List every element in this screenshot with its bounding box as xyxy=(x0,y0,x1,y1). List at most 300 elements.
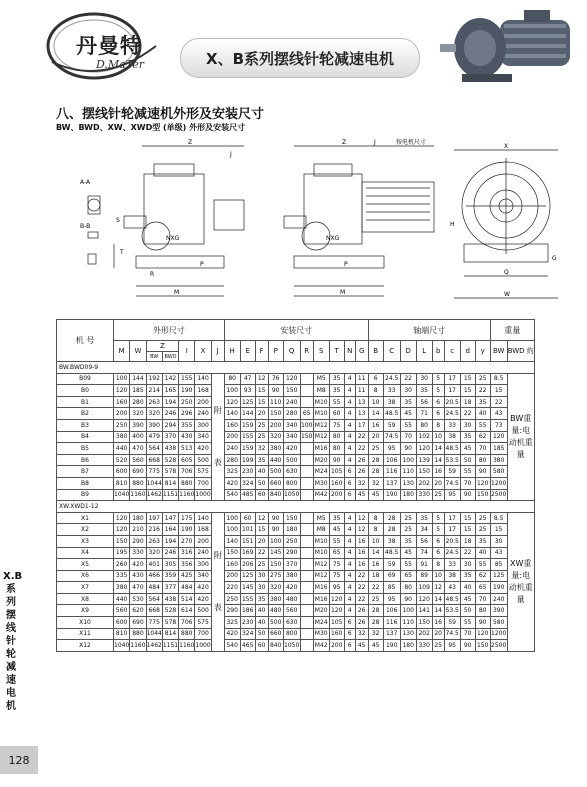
table-cell: 56 xyxy=(416,535,432,547)
table-cell: 1151 xyxy=(162,640,178,652)
table-cell: 280 xyxy=(130,396,146,408)
table-cell: M20 xyxy=(313,454,329,466)
table-cell: 880 xyxy=(130,477,146,489)
table-cell: 26 xyxy=(355,617,368,629)
table-cell: 80 xyxy=(329,431,344,443)
table-cell: 185 xyxy=(130,385,146,397)
table-cell: 564 xyxy=(146,593,162,605)
table-cell: 240 xyxy=(490,593,507,605)
table-cell: 250 xyxy=(179,396,195,408)
table-cell: 164 xyxy=(162,524,178,536)
table-cell: 4 xyxy=(344,559,355,571)
table-cell: 200 xyxy=(195,396,211,408)
table-cell: 13 xyxy=(355,408,368,420)
table-cell: 190 xyxy=(179,385,195,397)
table-cell xyxy=(300,373,313,385)
table-cell: 16 xyxy=(355,559,368,571)
table-cell: 150 xyxy=(224,547,240,559)
table-cell: 230 xyxy=(240,617,255,629)
table-cell: 190 xyxy=(383,489,400,501)
table-row xyxy=(57,477,535,489)
table-cell: 16 xyxy=(355,535,368,547)
table-cell: 1044 xyxy=(146,477,162,489)
table-cell: 70 xyxy=(460,628,475,640)
table-cell xyxy=(300,512,313,524)
table-cell: 90 xyxy=(400,443,416,455)
table-cell: 814 xyxy=(162,628,178,640)
table-cell: 140 xyxy=(195,512,211,524)
table-cell: 38 xyxy=(444,570,460,582)
table-cell xyxy=(300,396,313,408)
table-row xyxy=(57,524,535,536)
table-group-row xyxy=(57,362,535,374)
table-cell: 22 xyxy=(460,547,475,559)
table-cell: 775 xyxy=(146,617,162,629)
table-cell: 28 xyxy=(383,512,400,524)
drawing-bwd-side xyxy=(284,146,434,296)
table-cell: 18 xyxy=(368,570,383,582)
table-cell: 15 xyxy=(255,396,268,408)
table-cell: 65 xyxy=(300,408,313,420)
table-cell: 15 xyxy=(255,385,268,397)
table-cell: 35 xyxy=(460,431,475,443)
table-cell: 80 xyxy=(329,443,344,455)
table-cell: 17 xyxy=(444,524,460,536)
table-cell: 10 xyxy=(432,431,444,443)
table-cell: 240 xyxy=(195,408,211,420)
table-cell: 25 xyxy=(400,512,416,524)
table-cell: 12 xyxy=(432,582,444,594)
table-cell: 28 xyxy=(368,617,383,629)
table-cell: 35 xyxy=(329,385,344,397)
table-cell: 125 xyxy=(490,570,507,582)
table-cell: 20 xyxy=(255,535,268,547)
table-cell: 880 xyxy=(179,477,195,489)
dimension-drawings xyxy=(54,136,580,316)
table-cell: 250 xyxy=(114,419,130,431)
table-cell: 22 xyxy=(400,373,416,385)
table-cell: 55 xyxy=(460,466,475,478)
table-cell: 210 xyxy=(130,524,146,536)
table-cell: 320 xyxy=(130,408,146,420)
table-cell: 370 xyxy=(162,431,178,443)
label-j: J xyxy=(230,151,232,158)
table-cell: 95 xyxy=(444,489,460,501)
table-cell: M12 xyxy=(313,419,329,431)
table-cell: 1160 xyxy=(179,640,195,652)
table-cell: 140 xyxy=(195,373,211,385)
table-cell: 430 xyxy=(130,570,146,582)
table-cell: 47 xyxy=(240,373,255,385)
table-cell: 22 xyxy=(355,431,368,443)
table-cell: 190 xyxy=(179,524,195,536)
table-cell: 35 xyxy=(416,385,432,397)
table-cell: B xyxy=(368,341,383,362)
table-row xyxy=(57,559,535,571)
label-w: W xyxy=(504,291,510,298)
table-cell: 45 xyxy=(368,489,383,501)
table-cell: 246 xyxy=(162,408,178,420)
table-cell: 55 xyxy=(460,617,475,629)
table-cell: 775 xyxy=(146,466,162,478)
table-cell: 155 xyxy=(240,431,255,443)
table-cell: 120 xyxy=(224,396,240,408)
table-cell: 70 xyxy=(475,593,490,605)
table-cell: 440 xyxy=(268,454,283,466)
spec-table-body xyxy=(57,362,535,652)
table-cell: 75 xyxy=(329,419,344,431)
page-number: 128 xyxy=(0,746,38,774)
table-cell: 185 xyxy=(490,443,507,455)
label-z: Z xyxy=(188,139,193,146)
table-cell: 190 xyxy=(490,582,507,594)
model-cell: X9 xyxy=(57,605,114,617)
table-cell: 5 xyxy=(432,512,444,524)
table-cell: 4 xyxy=(344,535,355,547)
table-cell: 195 xyxy=(114,547,130,559)
table-cell: 484 xyxy=(179,582,195,594)
table-cell: 15 xyxy=(460,524,475,536)
table-cell: 105 xyxy=(329,466,344,478)
table-cell: 140 xyxy=(224,408,240,420)
weight-note: BW重量:电动机重量 xyxy=(507,373,534,501)
table-cell: 55 xyxy=(400,419,416,431)
table-cell: d xyxy=(460,341,475,362)
table-cell: 305 xyxy=(162,559,178,571)
table-cell: 180 xyxy=(400,489,416,501)
table-cell xyxy=(300,385,313,397)
table-cell: 120 xyxy=(114,385,130,397)
table-cell: 390 xyxy=(146,419,162,431)
table-cell: 45 xyxy=(400,408,416,420)
table-cell: 22 xyxy=(368,582,383,594)
table-cell: 35 xyxy=(329,373,344,385)
table-cell: 30 xyxy=(255,570,268,582)
table-cell: 17 xyxy=(444,373,460,385)
table-cell: 520 xyxy=(114,454,130,466)
table-cell: 17 xyxy=(444,512,460,524)
table-cell: 130 xyxy=(400,477,416,489)
table-cell: 100 xyxy=(224,385,240,397)
table-cell: 620 xyxy=(130,605,146,617)
table-cell: 116 xyxy=(383,466,400,478)
label-m-1: M xyxy=(174,289,180,296)
table-cell: 300 xyxy=(195,419,211,431)
table-cell: 6 xyxy=(344,628,355,640)
table-cell: 4 xyxy=(344,570,355,582)
table-cell: 202 xyxy=(416,477,432,489)
model-cell: X3 xyxy=(57,535,114,547)
table-cell: 2500 xyxy=(490,640,507,652)
table-cell: 142 xyxy=(162,373,178,385)
table-cell: M10 xyxy=(313,396,329,408)
table-cell: 120 xyxy=(114,524,130,536)
table-cell: 60 xyxy=(240,512,255,524)
model-cell: X1 xyxy=(57,512,114,524)
table-cell: 159 xyxy=(240,419,255,431)
table-cell: 420 xyxy=(283,582,300,594)
model-cell: X11 xyxy=(57,628,114,640)
table-cell: 14 xyxy=(368,547,383,559)
table-cell: 30 xyxy=(416,373,432,385)
table-cell: 13 xyxy=(355,396,368,408)
table-cell: 4 xyxy=(344,408,355,420)
table-cell: 430 xyxy=(179,431,195,443)
table-cell: 500 xyxy=(195,454,211,466)
table-cell: 14 xyxy=(432,454,444,466)
table-cell: 6 xyxy=(432,535,444,547)
table-cell: 15 xyxy=(255,524,268,536)
table-cell: 190 xyxy=(383,640,400,652)
table-cell: 440 xyxy=(114,443,130,455)
table-row xyxy=(57,443,535,455)
table-cell: 438 xyxy=(162,593,178,605)
table-cell: 377 xyxy=(162,582,178,594)
table-cell: 48.5 xyxy=(383,547,400,559)
spec-table xyxy=(56,319,535,652)
table-cell: 40 xyxy=(475,408,490,420)
table-cell: 420 xyxy=(283,443,300,455)
table-cell: 80 xyxy=(475,605,490,617)
table-cell: 80 xyxy=(224,373,240,385)
table-cell: 4 xyxy=(344,373,355,385)
logo-en-text: D.MaTer xyxy=(96,58,144,71)
table-cell: M12 xyxy=(313,570,329,582)
table-cell: 90 xyxy=(475,466,490,478)
table-cell: 1160 xyxy=(130,640,146,652)
table-cell: 76 xyxy=(268,373,283,385)
table-row xyxy=(57,466,535,478)
table-cell: 168 xyxy=(195,524,211,536)
table-cell: 28 xyxy=(368,466,383,478)
table-cell: 26 xyxy=(355,466,368,478)
table-row xyxy=(57,535,535,547)
table-cell: 320 xyxy=(146,408,162,420)
table-cell xyxy=(300,524,313,536)
table-cell: 90 xyxy=(329,454,344,466)
table-cell: 600 xyxy=(114,466,130,478)
table-cell: 1000 xyxy=(195,640,211,652)
label-x: X xyxy=(504,143,509,150)
table-cell: 22 xyxy=(255,547,268,559)
table-cell: 16 xyxy=(432,466,444,478)
table-cell: J xyxy=(211,341,224,362)
table-cell: 700 xyxy=(195,477,211,489)
table-cell: 250 xyxy=(283,535,300,547)
model-cell: X4 xyxy=(57,547,114,559)
table-cell: 340 xyxy=(195,431,211,443)
table-group-row xyxy=(57,501,535,513)
table-cell: 263 xyxy=(146,535,162,547)
table-cell: 48.5 xyxy=(444,443,460,455)
table-row xyxy=(57,431,535,443)
table-cell: 12 xyxy=(255,373,268,385)
table-cell: 500 xyxy=(268,466,283,478)
table-cell: 25 xyxy=(475,524,490,536)
label-r-1: R xyxy=(150,271,155,278)
table-cell: M8 xyxy=(313,524,329,536)
table-cell: 160 xyxy=(224,559,240,571)
table-cell: 50 xyxy=(460,454,475,466)
weight-note: XW重量:电动机重量 xyxy=(507,512,534,651)
model-cell: B5 xyxy=(57,443,114,455)
table-cell: 150 xyxy=(283,385,300,397)
table-cell: 500 xyxy=(195,605,211,617)
table-cell: 214 xyxy=(146,385,162,397)
table-cell: 320 xyxy=(268,431,283,443)
table-cell: 1462 xyxy=(146,489,162,501)
table-row xyxy=(57,640,535,652)
header-row-groups xyxy=(57,320,535,341)
table-cell: 48.5 xyxy=(383,408,400,420)
col-group-shaft: 轴端尺寸 xyxy=(368,320,490,341)
col-group-install: 安装尺寸 xyxy=(224,320,368,341)
gearmotor-illustration xyxy=(440,6,580,86)
model-cell: B1 xyxy=(57,396,114,408)
table-cell: 93 xyxy=(240,385,255,397)
table-cell: 62 xyxy=(475,570,490,582)
table-cell: 438 xyxy=(162,443,178,455)
table-cell: 89 xyxy=(416,570,432,582)
model-cell: B4 xyxy=(57,431,114,443)
table-cell: 150 xyxy=(475,640,490,652)
table-cell: 16 xyxy=(432,617,444,629)
table-cell: 150 xyxy=(416,466,432,478)
table-cell: 2500 xyxy=(490,489,507,501)
table-cell: 125 xyxy=(240,570,255,582)
table-cell: M24 xyxy=(313,617,329,629)
table-cell: M16 xyxy=(313,593,329,605)
table-cell: 390 xyxy=(130,419,146,431)
table-cell: c xyxy=(444,341,460,362)
j-note: 附 表 xyxy=(211,373,224,501)
table-cell: 466 xyxy=(146,570,162,582)
table-cell: 840 xyxy=(268,489,283,501)
table-cell: 120 xyxy=(283,373,300,385)
table-cell: 20.5 xyxy=(444,535,460,547)
table-cell: 100 xyxy=(400,454,416,466)
table-cell: M8 xyxy=(313,385,329,397)
label-j-2: J xyxy=(374,139,376,146)
table-cell: M42 xyxy=(313,489,329,501)
table-cell: 17 xyxy=(355,419,368,431)
table-cell: 35 xyxy=(460,570,475,582)
table-cell: 25 xyxy=(475,373,490,385)
table-cell: 324 xyxy=(240,628,255,640)
table-cell: 575 xyxy=(195,617,211,629)
table-cell: 240 xyxy=(283,396,300,408)
table-cell: 1160 xyxy=(179,489,195,501)
table-cell: 814 xyxy=(162,477,178,489)
table-cell: 4 xyxy=(344,454,355,466)
table-cell: 90 xyxy=(460,489,475,501)
table-cell: 55 xyxy=(329,535,344,547)
table-cell: 11 xyxy=(355,385,368,397)
table-cell: 15 xyxy=(460,512,475,524)
table-cell: 35 xyxy=(329,512,344,524)
table-cell: 514 xyxy=(179,593,195,605)
table-cell: b xyxy=(432,341,444,362)
table-cell: 69 xyxy=(383,570,400,582)
table-cell: 20 xyxy=(255,408,268,420)
table-cell: 17 xyxy=(444,385,460,397)
table-cell: 20.5 xyxy=(444,396,460,408)
model-cell: X8 xyxy=(57,593,114,605)
table-cell: 95 xyxy=(444,640,460,652)
table-cell: 500 xyxy=(268,617,283,629)
table-cell: 70 xyxy=(400,431,416,443)
table-cell: 30 xyxy=(460,419,475,431)
table-row xyxy=(57,582,535,594)
table-cell: 32 xyxy=(255,443,268,455)
table-cell: 320 xyxy=(268,582,283,594)
table-cell: 800 xyxy=(283,628,300,640)
table-cell: 668 xyxy=(146,605,162,617)
table-cell: 12 xyxy=(355,524,368,536)
table-cell: 380 xyxy=(490,454,507,466)
table-cell: 485 xyxy=(240,489,255,501)
table-cell: 324 xyxy=(240,477,255,489)
table-cell: 8 xyxy=(432,559,444,571)
label-h: H xyxy=(450,221,455,228)
table-cell: 22 xyxy=(355,593,368,605)
table-cell: 40 xyxy=(475,547,490,559)
table-cell: 880 xyxy=(179,628,195,640)
table-cell: 260 xyxy=(114,559,130,571)
table-cell xyxy=(300,535,313,547)
table-cell xyxy=(300,477,313,489)
table-cell: 43 xyxy=(444,582,460,594)
table-cell: E xyxy=(240,341,255,362)
table-row xyxy=(57,593,535,605)
table-cell: 528 xyxy=(162,454,178,466)
table-cell: 62 xyxy=(475,431,490,443)
table-cell: 180 xyxy=(400,640,416,652)
table-cell: T xyxy=(329,341,344,362)
label-p-2: P xyxy=(344,261,348,268)
table-cell: 35 xyxy=(400,535,416,547)
table-cell: 630 xyxy=(283,466,300,478)
table-cell: 75 xyxy=(329,559,344,571)
table-cell: 530 xyxy=(130,593,146,605)
table-cell: 810 xyxy=(114,477,130,489)
table-cell: 155 xyxy=(240,593,255,605)
model-cell: B8 xyxy=(57,477,114,489)
table-cell: 240 xyxy=(224,443,240,455)
table-cell: M5 xyxy=(313,512,329,524)
table-cell: 263 xyxy=(146,396,162,408)
label-m-2: M xyxy=(340,289,346,296)
table-cell: 55 xyxy=(475,419,490,431)
table-cell: 24.5 xyxy=(444,547,460,559)
table-cell: 10 xyxy=(368,535,383,547)
table-cell xyxy=(300,489,313,501)
table-cell: 8 xyxy=(368,512,383,524)
drawing-detail-aa xyxy=(88,196,100,264)
table-cell: 120 xyxy=(416,443,432,455)
table-cell: 35 xyxy=(255,454,268,466)
table-cell: 580 xyxy=(490,466,507,478)
model-cell: X12 xyxy=(57,640,114,652)
table-cell: 145 xyxy=(268,547,283,559)
table-cell: 700 xyxy=(195,628,211,640)
label-bb: B-B xyxy=(80,223,91,230)
table-cell: 564 xyxy=(146,443,162,455)
table-cell xyxy=(300,582,313,594)
table-cell: W xyxy=(130,341,146,362)
table-cell: 59 xyxy=(383,559,400,571)
table-cell: 91 xyxy=(416,559,432,571)
